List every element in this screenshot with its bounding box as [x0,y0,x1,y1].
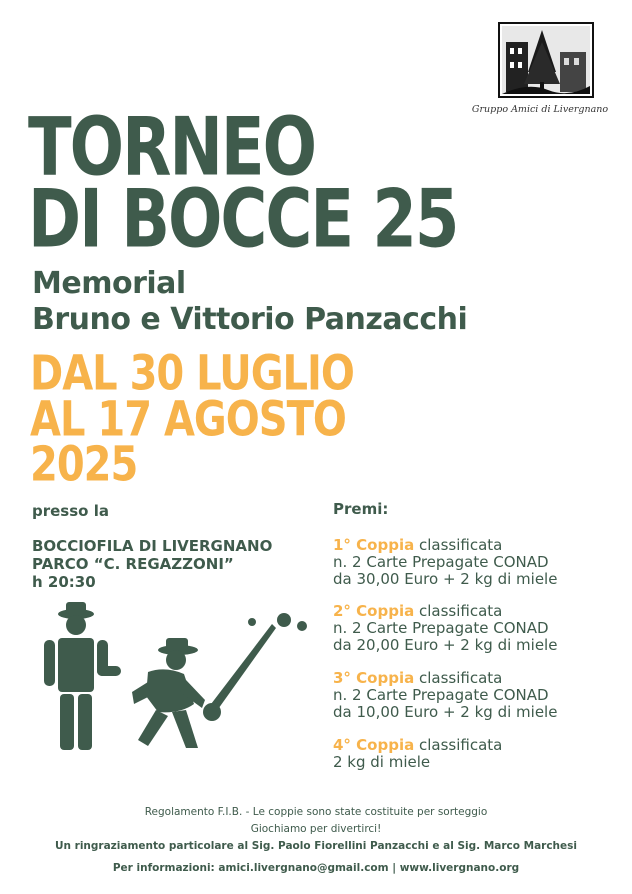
prize-line-2: n. 2 Carte Prepagate CONAD [333,553,549,571]
landscape-logo-icon [498,22,594,98]
prize-item-3 [333,670,623,721]
title-line-1: TORNEO [28,101,316,195]
prize-place: 3° Coppia [333,669,415,687]
dates-line-2: AL 17 AGOSTO [30,392,346,448]
prize-rank-label: classificata [414,536,503,554]
prize-rank-label: classificata [414,736,503,754]
title-line-2: DI BOCCE 25 [28,173,458,267]
prize-item-4 [333,737,623,771]
footer-thanks: Un ringraziamento particolare al Sig. Paolo Fiorellini Panzacchi e al Sig. Marco Marchesi [54,840,578,852]
contact-label: Per informazioni: [112,862,219,874]
dates-line-1: DAL 30 LUGLIO [30,346,354,402]
logo-caption: Gruppo Amici di Livergnano [471,104,609,115]
venue-intro: presso la [32,502,109,520]
venue-time: h 20:30 [32,573,96,591]
prize-line-2: n. 2 Carte Prepagate CONAD [333,619,549,637]
prize-item-1 [333,537,623,588]
contact-links[interactable]: amici.livergnano@gmail.com | www.livergnano.org [218,862,520,874]
venue-line-1: BOCCIOFILA DI LIVERGNANO [32,537,273,555]
prize-item-2 [333,603,623,654]
prize-line-2: n. 2 Carte Prepagate CONAD [333,686,549,704]
prize-rank-label: classificata [414,602,503,620]
prize-line-3: da 30,00 Euro + 2 kg di miele [333,570,558,588]
prize-rank-label: classificata [414,669,503,687]
prize-place: 1° Coppia [333,536,415,554]
prize-place: 2° Coppia [333,602,415,620]
venue-line-2: PARCO “C. REGAZZONI” [32,555,234,573]
bocce-players-icon [40,600,310,755]
dates-line-3: 2025 [30,437,138,493]
subtitle-line-2: Bruno e Vittorio Panzacchi [32,302,468,337]
footer-motto: Giochiamo per divertirci! [250,823,382,835]
footer-contact [0,862,632,874]
prize-place: 4° Coppia [333,736,415,754]
footer-rules: Regolamento F.I.B. - Le coppie sono state costituite per sorteggio [144,806,488,818]
prize-line-2: 2 kg di miele [333,753,431,771]
prize-line-3: da 20,00 Euro + 2 kg di miele [333,636,558,654]
prizes-title: Premi: [333,500,389,518]
subtitle-line-1: Memorial [32,266,186,301]
prize-line-3: da 10,00 Euro + 2 kg di miele [333,703,558,721]
